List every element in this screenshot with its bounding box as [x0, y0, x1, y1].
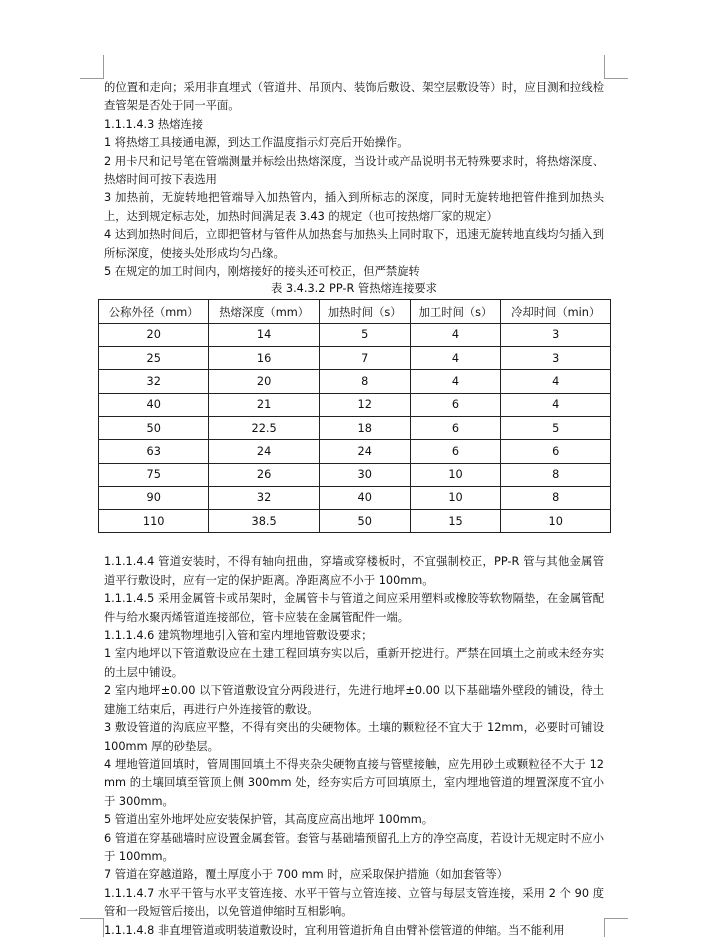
document-body	[104, 79, 604, 940]
paragraph: 1.1.1.4.4 管道安装时，不得有轴向扭曲，穿墙或穿楼板时，不宜强制校正，PP-R 管与其他金属管道平行敷设时，应有一定的保护距离。净距离应不小于 100mm。	[104, 555, 604, 587]
table-cell: 14	[209, 323, 319, 346]
table-cell: 4	[410, 347, 501, 370]
paragraph: 4 达到加热时间后，立即把管材与管件从加热套与加热头上同时取下，迅速无旋转地直线均匀插入到所标深度，使接头处形成均匀凸缘。	[104, 228, 604, 260]
table-cell: 20	[209, 370, 319, 393]
table-header-row	[99, 300, 611, 323]
table-row	[99, 463, 611, 486]
crop-mark-bottom-right-v	[604, 918, 605, 937]
paragraph: 1.1.1.4.8 非直埋管道或明装道敷设时，宜利用管道折角自由臂补偿管道的伸缩。当不能利用	[104, 923, 565, 937]
paragraph: 5 管道出室外地坪处应安装保护管，其高度应高出地坪 100mm。	[104, 813, 434, 827]
table-cell: 5	[501, 416, 611, 439]
crop-mark-bottom-left-h	[80, 918, 104, 919]
table-cell: 90	[99, 486, 209, 509]
column-header: 公称外径（mm）	[99, 300, 209, 323]
paragraph: 3 加热前，无旋转地把管端导入加热管内，插入到所标志的深度，同时无旋转地把管件推到加热头上，达到规定标志处，加热时间满足表 3.43 的规定（也可按热熔厂家的规定）	[104, 191, 604, 223]
table-cell: 24	[319, 440, 410, 463]
table-cell: 10	[410, 486, 501, 509]
table-cell: 110	[99, 510, 209, 533]
table-cell: 3	[501, 323, 611, 346]
table-cell: 32	[209, 486, 319, 509]
table-cell: 21	[209, 393, 319, 416]
paragraph: 1 室内地坪以下管道敷设应在土建工程回填夯实以后，重新开挖进行。严禁在回填土之前或未经夯实的土层中铺设。	[104, 647, 604, 679]
paragraph: 6 管道在穿基础墙时应设置金属套管。套管与基础墙预留孔上方的净空高度，若设计无规定时不应小于 100mm。	[104, 831, 604, 863]
table-cell: 4	[410, 370, 501, 393]
table-cell: 8	[501, 486, 611, 509]
table-row	[99, 393, 611, 416]
column-header: 热熔深度（mm）	[209, 300, 319, 323]
table-cell: 6	[410, 416, 501, 439]
paragraph: 1 将热熔工具接通电源，到达工作温度指示灯亮后开始操作。	[104, 136, 409, 150]
table-cell: 24	[209, 440, 319, 463]
table-cell: 75	[99, 463, 209, 486]
spacer	[104, 533, 604, 553]
table-cell: 8	[319, 370, 410, 393]
table-cell: 10	[501, 510, 611, 533]
table-cell: 6	[410, 393, 501, 416]
table-cell: 50	[99, 416, 209, 439]
paragraph: 7 管道在穿越道路，覆土厚度小于 700 mm 时，应采取保护措施（如加套管等）	[104, 868, 509, 882]
table-cell: 20	[99, 323, 209, 346]
table-cell: 8	[501, 463, 611, 486]
paragraph: 的位置和走向；采用非直埋式（管道井、吊顶内、装饰后敷设、架空层敷设等）时，应目测和拉线检查管架是否处于同一平面。	[104, 81, 604, 113]
paragraph: 5 在规定的加工时间内，刚熔接好的接头还可校正，但严禁旋转	[104, 265, 420, 279]
top-section	[104, 79, 604, 281]
table-cell: 16	[209, 347, 319, 370]
column-header: 冷却时间（min）	[501, 300, 611, 323]
bottom-section	[104, 553, 604, 940]
column-header: 加工时间（s）	[410, 300, 501, 323]
table-cell: 26	[209, 463, 319, 486]
table-cell: 22.5	[209, 416, 319, 439]
crop-mark-top-left-v	[103, 55, 104, 79]
paragraph: 2 室内地坪±0.00 以下管道敷设宜分两段进行，先进行地坪±0.00 以下基础墙外壁段的铺设，待土建施工结束后，再进行户外连接管的敷设。	[104, 684, 604, 716]
table-cell: 50	[319, 510, 410, 533]
table-cell: 3	[501, 347, 611, 370]
table-row	[99, 416, 611, 439]
table-row	[99, 323, 611, 346]
table-cell: 32	[99, 370, 209, 393]
paragraph: 1.1.1.4.6 建筑物埋地引入管和室内埋地管敷设要求；	[104, 629, 373, 643]
table-cell: 15	[410, 510, 501, 533]
section-heading: 1.1.1.4.3 热熔连接	[104, 117, 204, 131]
table-cell: 10	[410, 463, 501, 486]
table-caption: 表 3.4.3.2 PP-R 管热熔连接要求	[271, 282, 437, 296]
table-cell: 40	[99, 393, 209, 416]
paragraph: 1.1.1.4.5 采用金属管卡或吊架时，金属管卡与管道之间应采用塑料或橡胶等软物隔垫，在金属管配件与给水聚丙烯管道连接部位，管卡应装在金属管配件一端。	[104, 592, 604, 624]
table-cell: 40	[319, 486, 410, 509]
table-cell: 63	[99, 440, 209, 463]
paragraph: 4 埋地管道回填时，管周围回填土不得夹杂尖硬物直接与管壁接触，应先用砂土或颗粒径不大于 12mm 的土壤回填至管顶上侧 300mm 处，经夯实后方可回填原土，室内埋地管道的埋置深度不宜小于 300mm。	[104, 757, 604, 808]
paragraph: 3 敷设管道的沟底应平整，不得有突出的尖硬物体。土壤的颗粒径不宜大于 12mm，必要时可铺设 100mm 厚的砂垫层。	[104, 721, 604, 753]
crop-mark-top-right-v	[604, 55, 605, 79]
table-cell: 7	[319, 347, 410, 370]
table-cell: 4	[410, 323, 501, 346]
table-row	[99, 347, 611, 370]
table-row	[99, 440, 611, 463]
crop-mark-top-right-h	[604, 78, 628, 79]
ppr-hot-melt-table	[98, 299, 611, 533]
table-cell: 6	[501, 440, 611, 463]
table-row	[99, 486, 611, 509]
table-cell: 38.5	[209, 510, 319, 533]
table-cell: 18	[319, 416, 410, 439]
column-header: 加热时间（s）	[319, 300, 410, 323]
crop-mark-bottom-right-h	[604, 918, 628, 919]
crop-mark-top-left-h	[80, 78, 104, 79]
table-cell: 4	[501, 370, 611, 393]
table-row	[99, 510, 611, 533]
table-cell: 30	[319, 463, 410, 486]
paragraph: 2 用卡尺和记号笔在管端测量并标绘出热熔深度，当设计或产品说明书无特殊要求时，将热熔深度、热熔时间可按下表选用	[104, 154, 604, 187]
table-cell: 4	[501, 393, 611, 416]
paragraph: 1.1.1.4.7 水平干管与水平支管连接、水平干管与立管连接、立管与每层支管连接，采用 2 个 90 度管和一段短管后接出，以免管道伸缩时互相影响。	[104, 886, 604, 919]
table-cell: 25	[99, 347, 209, 370]
table-cell: 5	[319, 323, 410, 346]
table-cell: 6	[410, 440, 501, 463]
table-row	[99, 370, 611, 393]
table-cell: 12	[319, 393, 410, 416]
